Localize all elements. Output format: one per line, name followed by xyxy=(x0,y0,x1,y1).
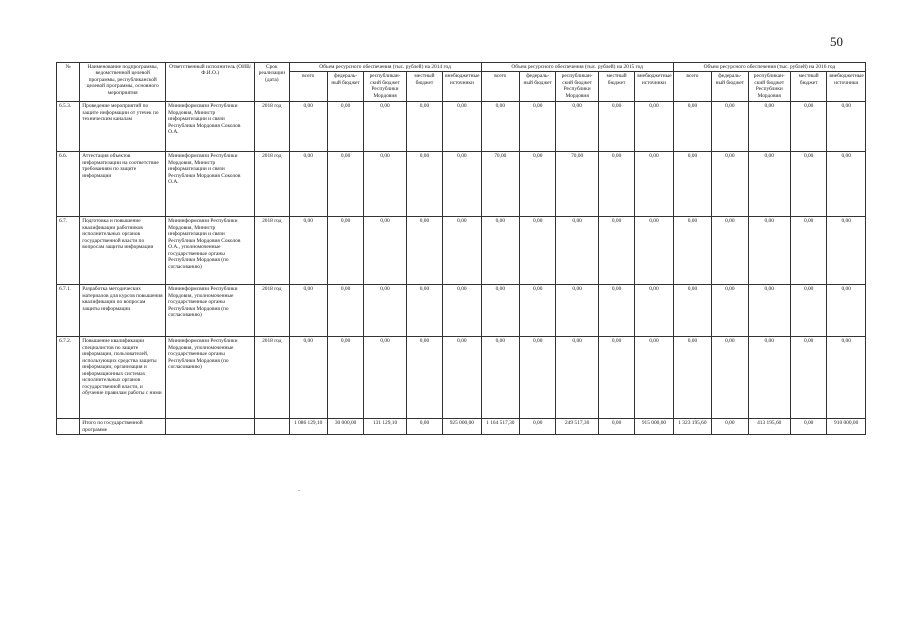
total-value: 0,00 xyxy=(520,419,556,435)
row-term: 2018 год xyxy=(255,285,289,337)
total-label: Итого по государственной программе xyxy=(80,419,166,435)
row-name: Повышение квалификации специалистов по защите информации, пользователей, использующих средства защиты информации, организация и информационных системах исполнительных органов государственной власти, и обучение правилам работы с ними xyxy=(80,337,166,419)
row-term: 2018 год xyxy=(255,152,289,217)
row-value: 0,00 xyxy=(712,217,748,285)
header-year-2015: Объем ресурсного обеспечения (тыс. рублей) на 2015 год xyxy=(481,63,673,72)
total-value: 0,00 xyxy=(790,419,826,435)
row-value: 0,00 xyxy=(289,102,327,152)
row-value: 0,00 xyxy=(364,337,406,419)
total-blank xyxy=(57,419,80,435)
header-term: Срок реализации (дата) xyxy=(255,63,289,102)
total-blank xyxy=(255,419,289,435)
row-value: 0,00 xyxy=(673,102,711,152)
total-value: 131 129,10 xyxy=(364,419,406,435)
row-value: 0,00 xyxy=(790,217,826,285)
header-sub: республикан-ский бюджет Республики Мордовия xyxy=(364,72,406,102)
row-value: 0,00 xyxy=(673,152,711,217)
total-value: 1 323 195,60 xyxy=(673,419,711,435)
row-value: 0,00 xyxy=(520,285,556,337)
row-value: 0,00 xyxy=(481,217,519,285)
header-sub: местный бюджет xyxy=(598,72,634,102)
row-value: 0,00 xyxy=(481,102,519,152)
row-value: 0,00 xyxy=(827,337,866,419)
row-value: 0,00 xyxy=(443,217,481,285)
row-number: 6.7.1. xyxy=(57,285,80,337)
row-value: 0,00 xyxy=(520,102,556,152)
row-value: 0,00 xyxy=(481,337,519,419)
row-value: 0,00 xyxy=(406,102,442,152)
row-value: 0,00 xyxy=(443,102,481,152)
row-value: 0,00 xyxy=(556,217,598,285)
row-value: 0,00 xyxy=(712,337,748,419)
row-value: 0,00 xyxy=(598,337,634,419)
table-row xyxy=(57,337,866,419)
row-value: 0,00 xyxy=(327,337,363,419)
row-value: 0,00 xyxy=(748,337,790,419)
row-value: 0,00 xyxy=(406,217,442,285)
total-value: 413 195,60 xyxy=(748,419,790,435)
total-value: 249 517,30 xyxy=(556,419,598,435)
total-value: 1 086 129,10 xyxy=(289,419,327,435)
row-value: 0,00 xyxy=(443,152,481,217)
row-value: 0,00 xyxy=(520,152,556,217)
row-name: Аттестация объектов информатизации на соответствие требованиям по защите информации xyxy=(80,152,166,217)
total-value: 0,00 xyxy=(712,419,748,435)
scan-speck xyxy=(298,490,300,491)
total-value: 925 000,00 xyxy=(443,419,481,435)
total-value: 1 164 517,30 xyxy=(481,419,519,435)
row-value: 0,00 xyxy=(364,102,406,152)
row-value: 0,00 xyxy=(712,285,748,337)
row-number: 6.7.2. xyxy=(57,337,80,419)
total-value: 910 000,00 xyxy=(827,419,866,435)
row-value: 0,00 xyxy=(673,285,711,337)
row-name: Подготовка и повышение квалификации работников исполнительных органов государственной власти по вопросам защиты информации xyxy=(80,217,166,285)
row-value: 0,00 xyxy=(827,152,866,217)
row-value: 0,00 xyxy=(598,102,634,152)
row-executor: Мининформсвязи Республики Мордовия, уполномоченные государственные органы Республики Мордовия (по согласованию) xyxy=(166,337,255,419)
row-value: 0,00 xyxy=(406,337,442,419)
row-value: 0,00 xyxy=(556,102,598,152)
row-executor: Мининформсвязи Республики Мордовия, уполномоченные государственные органы Республики Мордовия (по согласованию) xyxy=(166,285,255,337)
row-value: 0,00 xyxy=(748,285,790,337)
header-sub: всего xyxy=(673,72,711,102)
row-number: 6.5.3. xyxy=(57,102,80,152)
header-sub: федераль-ный бюджет xyxy=(327,72,363,102)
row-value: 0,00 xyxy=(327,152,363,217)
page-number: 50 xyxy=(830,34,843,49)
row-number: 6.6. xyxy=(57,152,80,217)
header-sub: местный бюджет xyxy=(790,72,826,102)
row-value: 0,00 xyxy=(790,152,826,217)
row-value: 0,00 xyxy=(364,217,406,285)
row-value: 0,00 xyxy=(556,285,598,337)
header-executor: Ответственный исполнитель (ОИВ/Ф.И.О.) xyxy=(166,63,255,102)
header-sub: всего xyxy=(481,72,519,102)
total-row xyxy=(57,419,866,435)
header-year-2016: Объем ресурсного обеспечения (тыс. рублей) на 2016 год xyxy=(673,63,865,72)
row-value: 0,00 xyxy=(635,337,673,419)
row-value: 0,00 xyxy=(598,217,634,285)
row-value: 0,00 xyxy=(327,102,363,152)
table-row xyxy=(57,285,866,337)
row-value: 0,00 xyxy=(635,152,673,217)
row-value: 0,00 xyxy=(598,285,634,337)
header-name: Наименование подпрограммы, ведомственной целевой программы, республиканской целевой программы, основного мероприятия xyxy=(80,63,166,102)
header-sub: республикан-ский бюджет Республики Мордовия xyxy=(556,72,598,102)
header-sub: внебюджетные источники xyxy=(635,72,673,102)
row-executor: Мининформсвязи Республики Мордовия, Министр информатизации и связи Республики Мордовия Соколов О.А. xyxy=(166,102,255,152)
table-row xyxy=(57,152,866,217)
total-value: 915 000,00 xyxy=(635,419,673,435)
row-value: 0,00 xyxy=(598,152,634,217)
row-value: 0,00 xyxy=(327,217,363,285)
row-value: 0,00 xyxy=(712,152,748,217)
resource-table xyxy=(56,62,866,435)
row-value: 0,00 xyxy=(748,152,790,217)
row-value: 0,00 xyxy=(289,337,327,419)
row-executor: Мининформсвязи Республики Мордовия, Министр информатизации и связи Республики Мордовия Соколов О.А. xyxy=(166,152,255,217)
row-value: 0,00 xyxy=(827,217,866,285)
row-value: 0,00 xyxy=(289,217,327,285)
header-sub: местный бюджет xyxy=(406,72,442,102)
row-value: 0,00 xyxy=(364,285,406,337)
row-name: Разработка методических материалов для курсов повышения квалификации по вопросам защиты информации xyxy=(80,285,166,337)
row-value: 0,00 xyxy=(406,285,442,337)
row-value: 70,00 xyxy=(556,152,598,217)
row-value: 0,00 xyxy=(327,285,363,337)
row-value: 70,00 xyxy=(481,152,519,217)
row-value: 0,00 xyxy=(673,337,711,419)
row-value: 0,00 xyxy=(556,337,598,419)
row-value: 0,00 xyxy=(748,217,790,285)
row-value: 0,00 xyxy=(635,217,673,285)
row-value: 0,00 xyxy=(827,285,866,337)
header-sub: республикан-ский бюджет Республики Мордовия xyxy=(748,72,790,102)
header-sub: внебюджетные источники xyxy=(443,72,481,102)
table-row xyxy=(57,102,866,152)
row-value: 0,00 xyxy=(364,152,406,217)
row-value: 0,00 xyxy=(748,102,790,152)
row-value: 0,00 xyxy=(520,217,556,285)
row-value: 0,00 xyxy=(520,337,556,419)
header-sub: федераль-ный бюджет xyxy=(520,72,556,102)
row-value: 0,00 xyxy=(406,152,442,217)
row-value: 0,00 xyxy=(443,285,481,337)
row-value: 0,00 xyxy=(443,337,481,419)
header-sub: федераль-ный бюджет xyxy=(712,72,748,102)
row-value: 0,00 xyxy=(289,285,327,337)
row-term: 2018 год xyxy=(255,217,289,285)
total-value: 30 000,00 xyxy=(327,419,363,435)
row-value: 0,00 xyxy=(827,102,866,152)
row-value: 0,00 xyxy=(481,285,519,337)
row-name: Проведение мероприятий по защите информации от утечек по техническим каналам xyxy=(80,102,166,152)
header-year-2014: Объем ресурсного обеспечения (тыс. рублей) на 2014 год xyxy=(289,63,481,72)
row-value: 0,00 xyxy=(635,102,673,152)
header-sub: внебюджетные источники xyxy=(827,72,866,102)
row-value: 0,00 xyxy=(790,102,826,152)
row-value: 0,00 xyxy=(289,152,327,217)
row-value: 0,00 xyxy=(635,285,673,337)
row-term: 2018 год xyxy=(255,337,289,419)
row-value: 0,00 xyxy=(790,285,826,337)
row-value: 0,00 xyxy=(673,217,711,285)
header-sub: всего xyxy=(289,72,327,102)
row-value: 0,00 xyxy=(790,337,826,419)
total-blank xyxy=(166,419,255,435)
table-row xyxy=(57,217,866,285)
total-value: 0,00 xyxy=(406,419,442,435)
header-no: № xyxy=(57,63,80,102)
total-value: 0,00 xyxy=(598,419,634,435)
row-number: 6.7. xyxy=(57,217,80,285)
row-value: 0,00 xyxy=(712,102,748,152)
row-term: 2018 год xyxy=(255,102,289,152)
row-executor: Мининформсвязи Республики Мордовия, Министр информатизации и связи Республики Мордовия Соколов О.А., уполномоченные государственные органы Республики Мордовия (по согласованию) xyxy=(166,217,255,285)
